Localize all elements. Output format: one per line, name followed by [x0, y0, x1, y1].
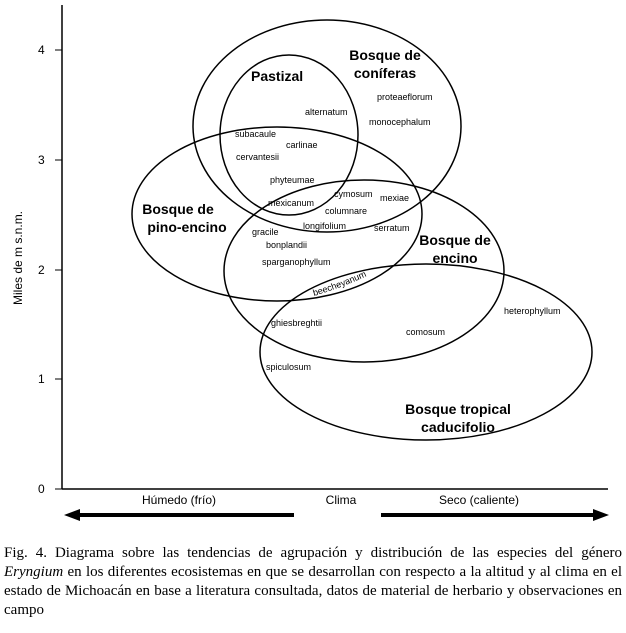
species-gracile: gracile [252, 227, 279, 237]
species-spiculosum: spiculosum [266, 362, 312, 372]
species-mexicanum: mexicanum [268, 198, 315, 208]
species-bonplandii: bonplandii [266, 240, 308, 250]
arrow-humedo-head [64, 509, 80, 521]
label-tropical-line1: Bosque tropical [405, 401, 511, 417]
x-label-seco: Seco (caliente) [438, 493, 520, 507]
species-heterophyllum: heterophyllum [504, 306, 561, 316]
y-axis-label: Miles de m s.n.m. [11, 210, 25, 305]
species-cymosum: cymosum [334, 189, 373, 199]
species-ghiesbreghtii: ghiesbreghtii [271, 318, 323, 328]
figure-caption [4, 544, 622, 620]
caption-part2: en los diferentes ecosistemas en que se desarrollan con respecto a la altitud y al clima en el estado de Michoacán en base a literatura consultada, datos de material de herbario y observaciones en campo [4, 564, 623, 618]
species-columnare: columnare [325, 206, 368, 216]
arrow-seco-head [593, 509, 609, 521]
label-tropical-line2: caducifolio [421, 419, 495, 435]
label-pino-encino-line2: pino-encino [147, 219, 227, 235]
y-tick-label-1: 1 [38, 372, 45, 386]
species-mexiae: mexiae [380, 193, 410, 203]
x-label-humedo: Húmedo (frío) [141, 493, 217, 507]
label-encino-line1: Bosque de [419, 232, 491, 248]
label-encino-line2: encino [432, 250, 478, 266]
species-longifolium: longifolium [303, 221, 347, 231]
species-serratum: serratum [374, 223, 410, 233]
species-monocephalum: monocephalum [369, 117, 431, 127]
species-carlinae: carlinae [286, 140, 318, 150]
y-tick-label-2: 2 [38, 263, 45, 277]
species-beecheyanum-path: beecheyanum [311, 268, 368, 298]
species-sparganophyllum: sparganophyllum [262, 257, 331, 267]
y-tick-label-0: 0 [38, 482, 45, 496]
caption-genus: Eryngium [4, 564, 64, 580]
y-tick-label-3: 3 [38, 153, 45, 167]
caption-part1: Fig. 4. Diagrama sobre las tendencias de agrupación y distribución de las especies del género [4, 545, 622, 561]
label-pastizal: Pastizal [251, 68, 304, 84]
species-alternatum: alternatum [305, 107, 348, 117]
label-coniferas-line2: coníferas [353, 65, 417, 81]
label-pino-encino-line1: Bosque de [142, 201, 214, 217]
species-phyteumae: phyteumae [270, 175, 315, 185]
x-label-clima: Clima [325, 493, 357, 507]
species-cervantesii: cervantesii [236, 152, 280, 162]
species-beecheyanum [312, 269, 368, 298]
species-subacaule: subacaule [235, 129, 277, 139]
species-comosum: comosum [406, 327, 446, 337]
species-proteaeflorum: proteaeflorum [377, 92, 433, 102]
y-tick-label-4: 4 [38, 43, 45, 57]
label-coniferas-line1: Bosque de [349, 47, 421, 63]
